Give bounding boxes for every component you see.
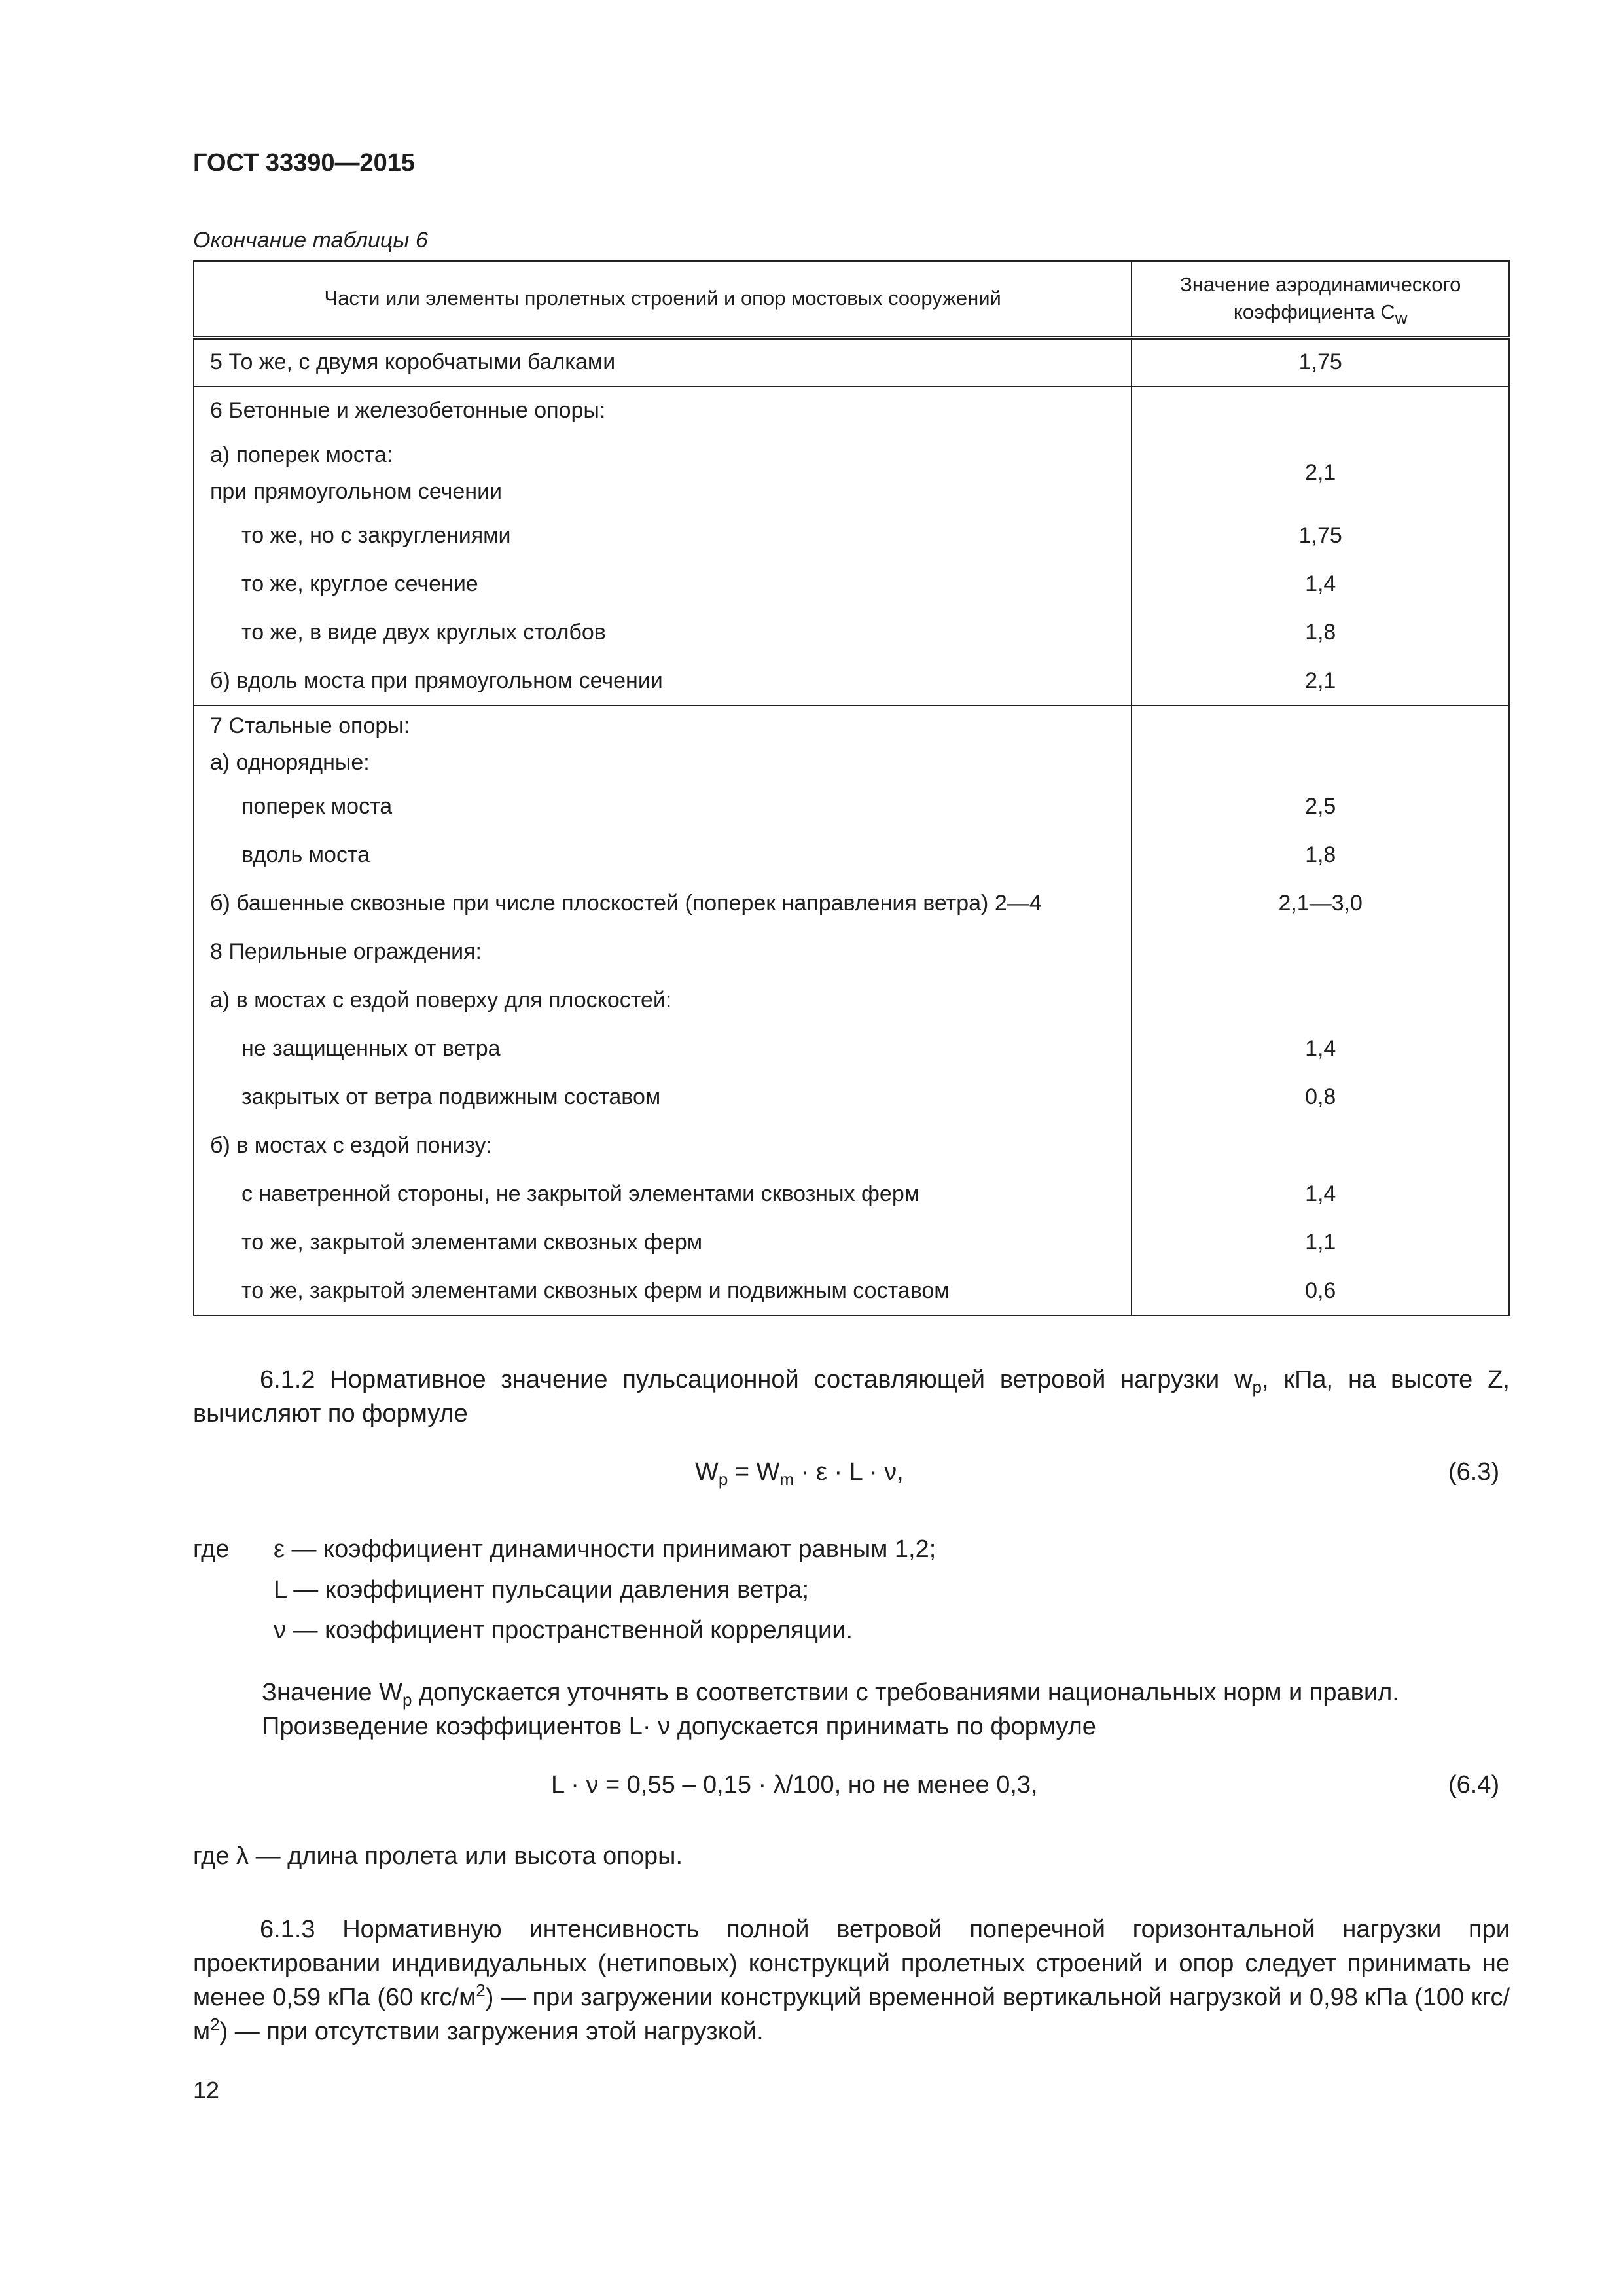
note-l1-sub: p	[402, 1690, 412, 1710]
row-text-line: 7 Стальные опоры:	[210, 713, 410, 738]
where-item	[274, 1529, 936, 1570]
table-header-row	[194, 261, 1509, 338]
where-symbol: L	[274, 1576, 287, 1604]
p612-text-after: , кПа, на высоте Z, вычисляют по формуле	[193, 1366, 1510, 1427]
table-row	[194, 512, 1509, 560]
paragraph-6-1-3	[193, 1912, 1510, 2049]
table-row	[194, 1025, 1509, 1073]
table-row	[194, 435, 1509, 512]
row-value	[1132, 928, 1509, 977]
formula-6-4-number: (6.4)	[1448, 1771, 1500, 1799]
row-value	[1132, 977, 1509, 1025]
row-text: то же, закрытой элементами сквозных ферм и подвижным составом	[194, 1267, 1132, 1316]
row-value: 1,8	[1132, 609, 1509, 657]
formula-6-3	[695, 1458, 904, 1489]
col-header-coef-line2: коэффициента C	[1233, 300, 1395, 324]
table-row	[194, 386, 1509, 435]
table-row	[194, 657, 1509, 706]
table-row	[194, 560, 1509, 609]
where-symbol: ε	[274, 1535, 285, 1563]
row-value	[1132, 1122, 1509, 1170]
row-value	[1132, 706, 1509, 783]
where-label: где	[193, 1535, 230, 1563]
p613-sup1: 2	[476, 1981, 486, 2000]
row-value: 1,4	[1132, 560, 1509, 609]
table-caption: Окончание таблицы 6	[193, 228, 428, 253]
p613-sup2: 2	[210, 2015, 220, 2034]
f63-w: W	[695, 1458, 719, 1486]
table-row	[194, 783, 1509, 831]
row-text: 8 Перильные ограждения:	[194, 928, 1132, 977]
row-text: б) в мостах с ездой понизу:	[194, 1122, 1132, 1170]
page-number: 12	[193, 2077, 220, 2104]
note-line-1	[262, 1676, 1512, 1710]
table-row	[194, 1267, 1509, 1316]
row-text	[194, 706, 1132, 783]
paragraph-6-1-2	[193, 1363, 1510, 1431]
row-value	[1132, 386, 1509, 435]
where-item	[274, 1570, 936, 1610]
table-row	[194, 1073, 1509, 1122]
row-text: то же, круглое сечение	[194, 560, 1132, 609]
note-paragraph	[262, 1676, 1512, 1744]
row-value: 1,4	[1132, 1170, 1509, 1219]
row-text: вдоль моста	[194, 831, 1132, 880]
row-text: б) вдоль моста при прямоугольном сечении	[194, 657, 1132, 706]
col-header-coef-line1: Значение аэродинамического	[1180, 273, 1461, 296]
row-value: 0,6	[1132, 1267, 1509, 1316]
table-row	[194, 1219, 1509, 1267]
col-header-elements: Части или элементы пролетных строений и опор мостовых сооружений	[194, 261, 1132, 338]
p613-part3: ) — при отсутствии загружения этой нагрузкой.	[219, 2018, 764, 2045]
col-header-coef-sub: w	[1395, 308, 1408, 329]
table-row	[194, 1170, 1509, 1219]
row-text: 5 То же, с двумя коробчатыми балками	[194, 338, 1132, 386]
table-row	[194, 880, 1509, 928]
f63-rest: · ε · L · ν,	[794, 1458, 904, 1486]
table-row	[194, 338, 1509, 386]
row-text: не защищенных от ветра	[194, 1025, 1132, 1073]
row-text: то же, в виде двух круглых столбов	[194, 609, 1132, 657]
table-row	[194, 928, 1509, 977]
where-symbol: ν	[274, 1617, 286, 1644]
where-list	[274, 1529, 936, 1651]
row-value: 2,1	[1132, 657, 1509, 706]
where-lambda: где λ — длина пролета или высота опоры.	[193, 1842, 683, 1870]
row-value: 2,1—3,0	[1132, 880, 1509, 928]
row-value: 2,5	[1132, 783, 1509, 831]
row-value: 1,4	[1132, 1025, 1509, 1073]
where-definition: — коэффициент пульсации давления ветра;	[286, 1576, 810, 1604]
row-text: с наветренной стороны, не закрытой элементами сквозных ферм	[194, 1170, 1132, 1219]
f63-eq: = W	[728, 1458, 780, 1486]
note-line-2: Произведение коэффициентов L· ν допускается принимать по формуле	[262, 1713, 1096, 1740]
f63-w-sub: p	[718, 1469, 728, 1489]
row-text: 6 Бетонные и железобетонные опоры:	[194, 386, 1132, 435]
p612-text-before: 6.1.2 Нормативное значение пульсационной составляющей ветровой нагрузки w	[260, 1366, 1253, 1393]
row-text	[194, 435, 1132, 512]
row-value: 1,75	[1132, 512, 1509, 560]
table-row	[194, 977, 1509, 1025]
row-text: то же, закрытой элементами сквозных ферм	[194, 1219, 1132, 1267]
row-text-line: а) поперек моста:	[210, 442, 393, 467]
row-value: 0,8	[1132, 1073, 1509, 1122]
coefficients-table	[193, 260, 1510, 1316]
row-text-line: а) однорядные:	[210, 750, 370, 775]
p612-sub: p	[1252, 1377, 1262, 1397]
note-l1-before: Значение W	[262, 1679, 402, 1706]
row-text: то же, но с закруглениями	[194, 512, 1132, 560]
table-row	[194, 831, 1509, 880]
row-text: закрытых от ветра подвижным составом	[194, 1073, 1132, 1122]
row-text: б) башенные сквозные при числе плоскостей (поперек направления ветра) 2—4	[194, 880, 1132, 928]
row-value: 1,8	[1132, 831, 1509, 880]
p613-part2: ) — при загружении конструкций временной вертикальной нагрузкой и 0,98 кПа (100 кгс/м	[193, 1984, 1510, 2045]
row-text: поперек моста	[194, 783, 1132, 831]
f63-m-sub: m	[779, 1469, 794, 1489]
row-value: 1,75	[1132, 338, 1509, 386]
formula-6-3-number: (6.3)	[1448, 1458, 1500, 1486]
row-text-line: при прямоугольном сечении	[210, 478, 503, 504]
row-text: а) в мостах с ездой поверху для плоскостей:	[194, 977, 1132, 1025]
where-definition: — коэффициент динамичности принимают равным 1,2;	[284, 1535, 936, 1563]
document-code: ГОСТ 33390—2015	[193, 149, 416, 177]
where-definition: — коэффициент пространственной корреляции.	[286, 1617, 853, 1644]
table-row	[194, 609, 1509, 657]
note-l1-after: допускается уточнять в соответствии с требованиями национальных норм и правил.	[412, 1679, 1399, 1706]
p613-part1: 6.1.3 Нормативную интенсивность полной ветровой поперечной горизонтальной нагрузки при проектировании индивидуальных (нетиповых) конструкций пролетных строений и опор следует принимать не менее 0,59 кПа (60 кгс/м	[193, 1916, 1510, 2011]
col-header-coefficient	[1132, 261, 1509, 338]
table-row	[194, 1122, 1509, 1170]
formula-6-4: L · ν = 0,55 – 0,15 · λ/100, но не менее 0,3,	[551, 1771, 1038, 1799]
where-item	[274, 1610, 936, 1651]
row-value: 1,1	[1132, 1219, 1509, 1267]
row-value: 2,1	[1132, 435, 1509, 512]
table-row	[194, 706, 1509, 783]
